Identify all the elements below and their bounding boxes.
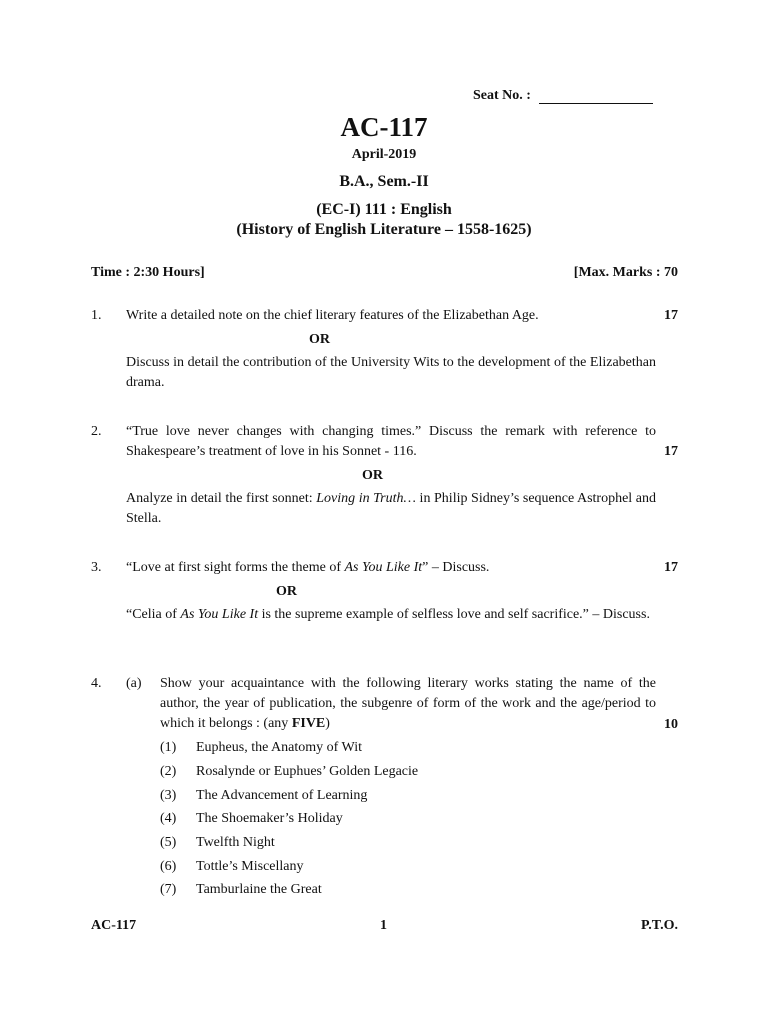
text-segment: in Philip Sidney’s sequence Astrophel and Stella. — [126, 491, 656, 526]
question-number: 3. — [91, 560, 102, 575]
work-title-italic: Loving in Truth… — [316, 491, 416, 506]
list-item-number: (5) — [160, 835, 177, 850]
work-title-italic: As You Like It — [344, 560, 423, 575]
question-text — [160, 674, 656, 734]
footer-page-number: 1 — [380, 918, 387, 933]
list-item-number: (4) — [160, 811, 177, 826]
text-segment: “Love at first sight forms the theme of — [126, 560, 345, 575]
text-segment: ) — [325, 716, 330, 731]
text-segment: ” – Discuss. — [422, 560, 490, 575]
or-separator: OR — [276, 584, 297, 599]
list-item-title: Eupheus, the Anatomy of Wit — [196, 740, 362, 755]
seat-number-label: Seat No. : — [473, 88, 531, 103]
paper-subtitle: (History of English Literature – 1558-1625) — [236, 221, 532, 238]
list-item-title: Tottle’s Miscellany — [196, 859, 304, 874]
list-item-number: (7) — [160, 882, 177, 897]
question-number: 1. — [91, 308, 102, 323]
question-number: 2. — [91, 424, 102, 439]
text-bold-segment: FIVE — [291, 716, 326, 731]
or-separator: OR — [309, 332, 330, 347]
footer-paper-code: AC-117 — [91, 918, 137, 933]
question-alternative-text: Discuss in detail the contribution of the University Wits to the development of the Elizabethan drama. — [126, 355, 656, 390]
sub-question-label: (a) — [126, 676, 142, 691]
question-alternative-text — [126, 489, 656, 529]
paper-title: (EC-I) 111 : English — [316, 201, 452, 218]
list-item-title: The Advancement of Learning — [196, 788, 368, 803]
list-item-title: Tamburlaine the Great — [196, 882, 322, 897]
list-item-title: The Shoemaker’s Holiday — [196, 811, 343, 826]
list-item-number: (2) — [160, 764, 177, 779]
exam-date: April-2019 — [351, 147, 417, 162]
work-title-italic: As You Like It — [180, 607, 259, 622]
question-marks: 17 — [664, 444, 678, 459]
question-marks: 10 — [664, 717, 678, 732]
max-marks: [Max. Marks : 70 — [573, 265, 678, 280]
question-number: 4. — [91, 676, 102, 691]
question-text: “True love never changes with changing times.” Discuss the remark with reference to Shakespeare’s treatment of love in his Sonnet - 116. — [126, 424, 656, 459]
list-item-title: Twelfth Night — [196, 835, 275, 850]
text-segment: is the supreme example of selfless love and self sacrifice.” – Discuss. — [258, 607, 650, 622]
seat-number-field — [473, 88, 653, 104]
footer-pto: P.T.O. — [641, 918, 678, 933]
list-item-title: Rosalynde or Euphues’ Golden Legacie — [196, 764, 419, 779]
question-marks: 17 — [664, 560, 678, 575]
list-item-number: (1) — [160, 740, 177, 755]
question-text: Write a detailed note on the chief literary features of the Elizabethan Age. — [126, 308, 539, 323]
paper-code: AC-117 — [340, 112, 428, 142]
list-item-number: (3) — [160, 788, 177, 803]
question-alternative-text — [126, 605, 656, 625]
course-name: B.A., Sem.-II — [339, 173, 429, 190]
text-segment: “Celia of — [126, 607, 181, 622]
time-allowed: Time : 2:30 Hours] — [91, 265, 205, 280]
or-separator: OR — [362, 468, 383, 483]
seat-number-blank — [539, 89, 653, 104]
question-text — [126, 558, 656, 578]
text-segment: Show your acquaintance with the following literary works stating the name of the author, the year of publication, the subgenre of form of the work and the age/period to which it belongs : (any — [160, 676, 656, 731]
text-segment: Analyze in detail the first sonnet: — [126, 491, 317, 506]
list-item-number: (6) — [160, 859, 177, 874]
question-marks: 17 — [664, 308, 678, 323]
